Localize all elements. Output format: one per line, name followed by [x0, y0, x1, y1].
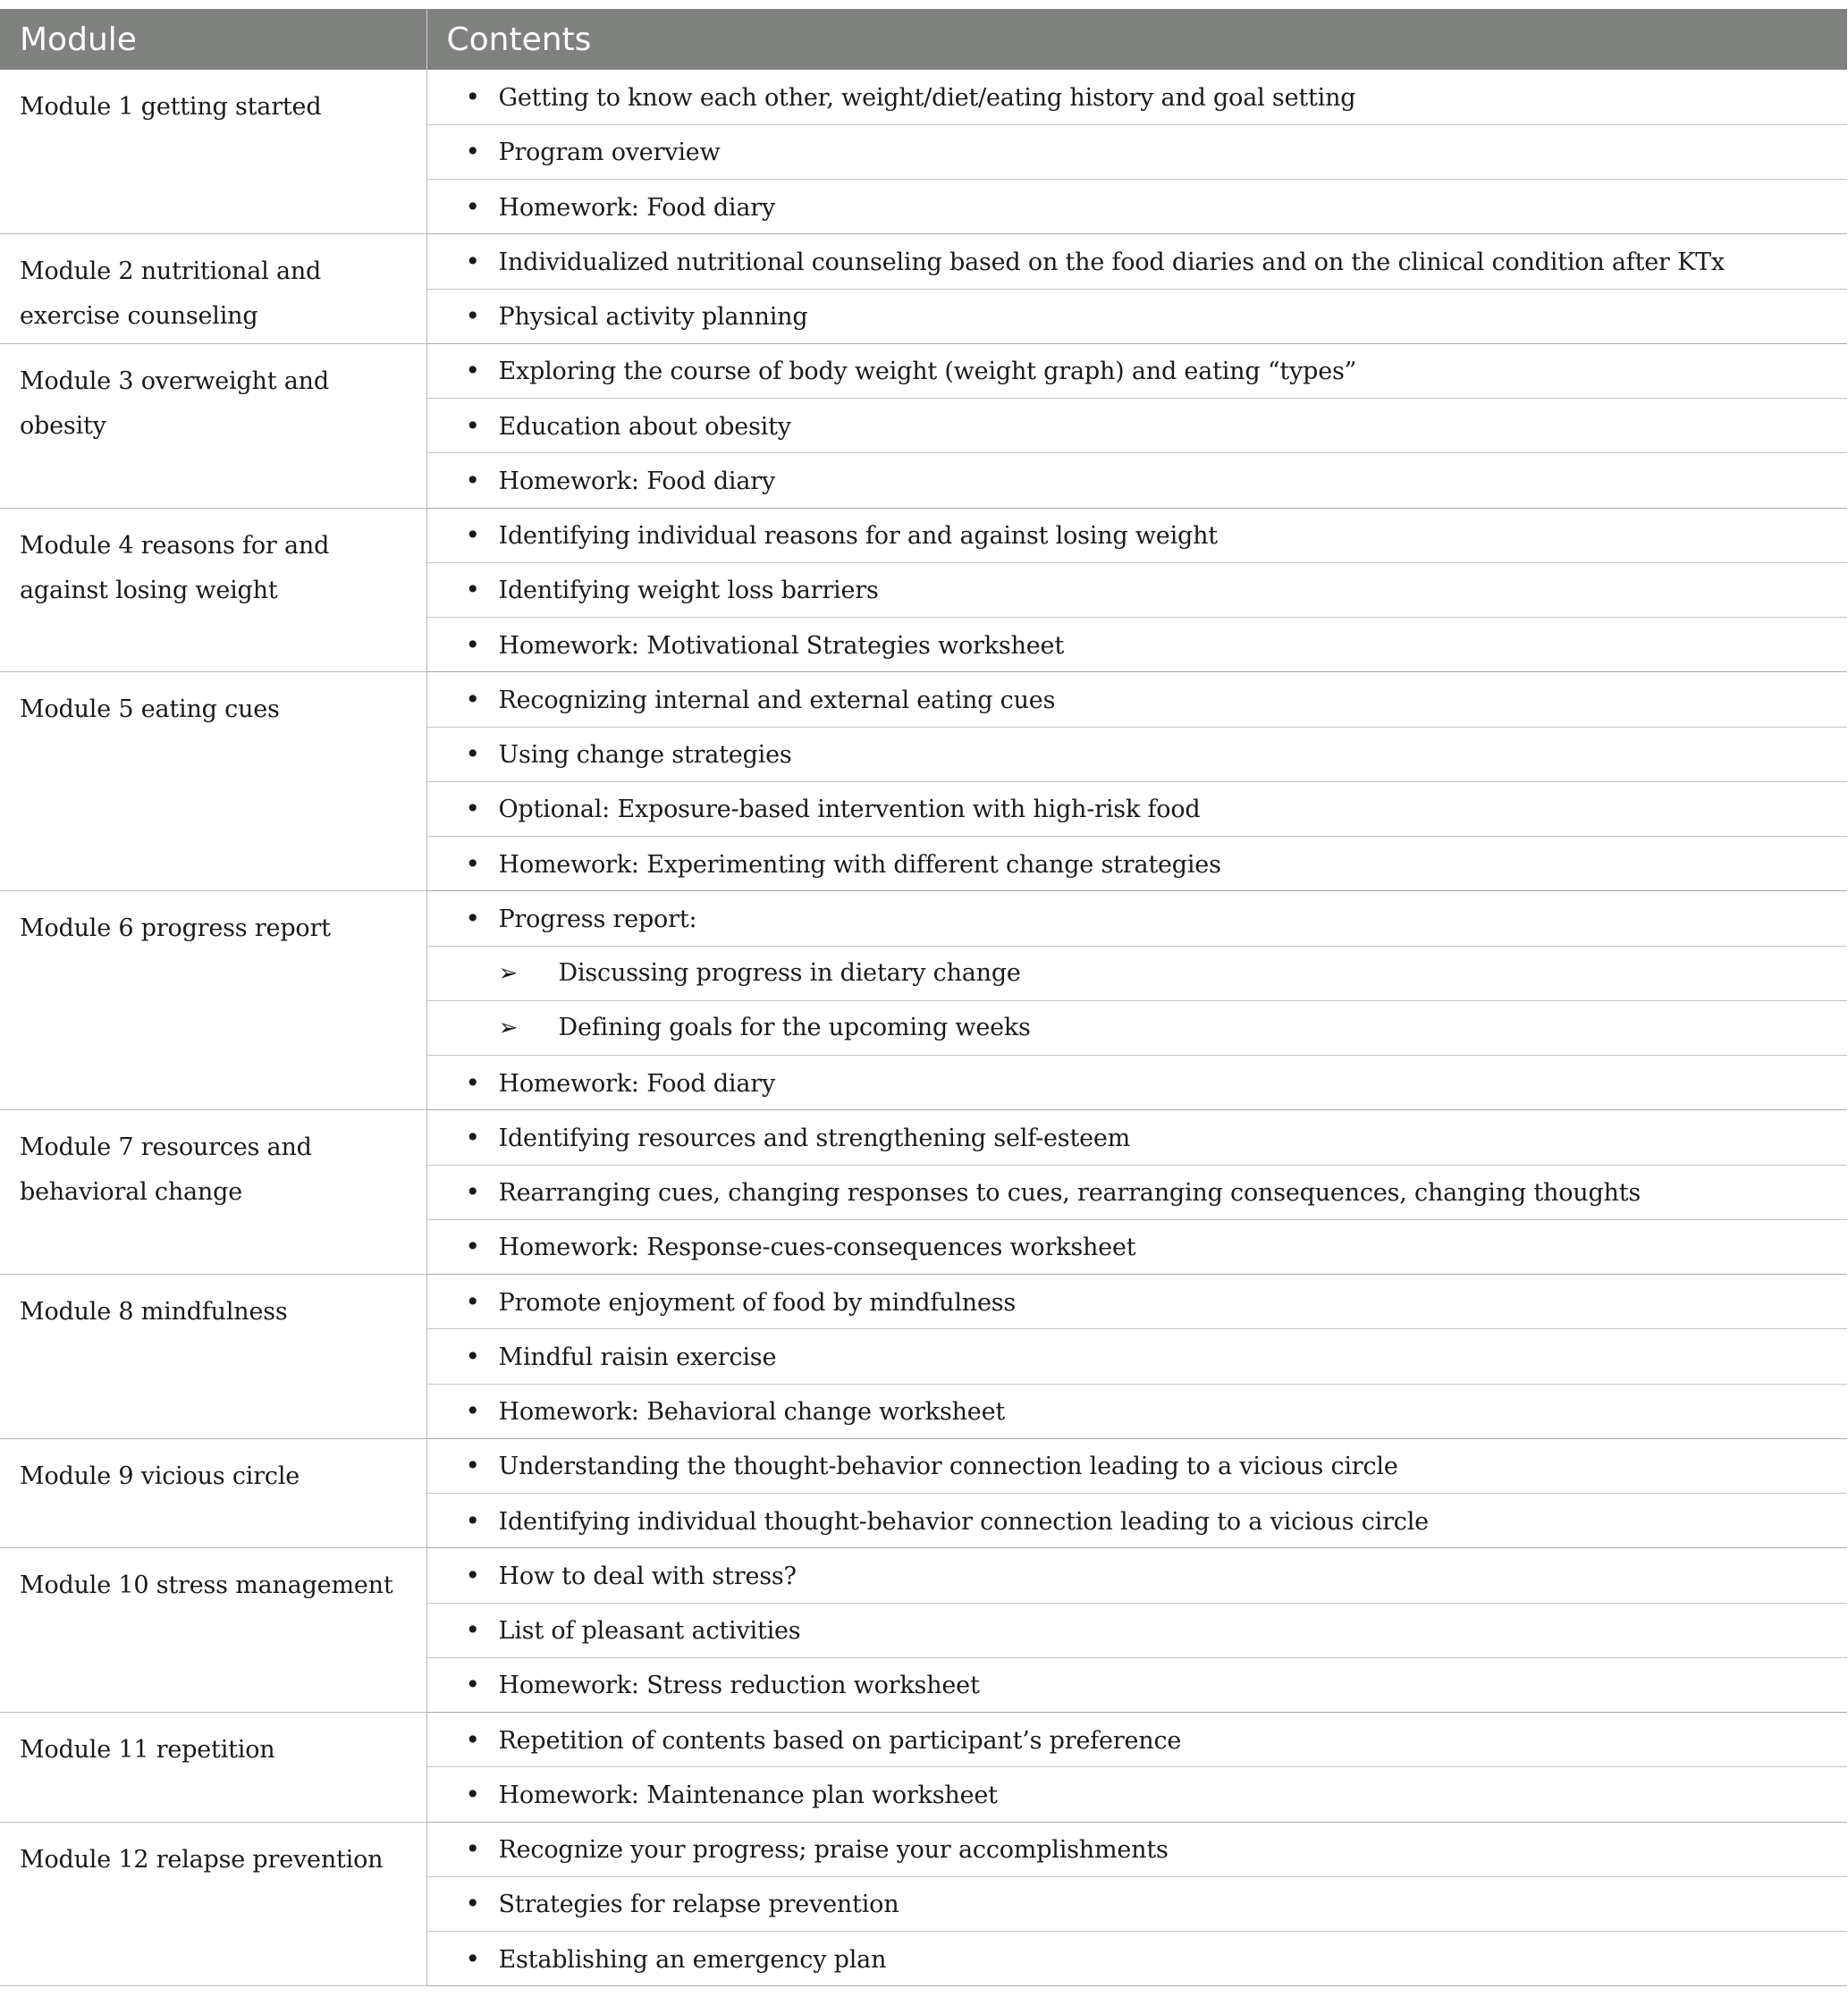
bullet-icon: •: [465, 410, 480, 441]
content-cell: [426, 727, 1847, 781]
content-item-text: Strategies for relapse prevention: [498, 1891, 899, 1919]
content-cell: [426, 1657, 1847, 1712]
table-row: [0, 672, 1847, 727]
content-item-text: Homework: Food diary: [498, 467, 776, 495]
bullet-icon: •: [465, 1724, 480, 1755]
bullet-icon: •: [465, 191, 480, 222]
module-name-cell: Module 12 relapse prevention: [0, 1822, 426, 1986]
module-name-cell: Module 5 eating cues: [0, 672, 426, 891]
table-row: [0, 1822, 1847, 1876]
sub-item-text: Discussing progress in dietary change: [558, 959, 1021, 988]
table-row: [0, 891, 1847, 946]
header-row: [0, 9, 1847, 70]
bullet-icon: •: [465, 1341, 480, 1371]
content-item-text: Homework: Behavioral change worksheet: [498, 1398, 1005, 1427]
column-header-contents: Contents: [426, 9, 1847, 70]
content-cell: [426, 343, 1847, 398]
bullet-icon: •: [465, 1834, 480, 1865]
content-item-text: Exploring the course of body weight (weight graph) and eating “types”: [498, 358, 1357, 386]
bullet-icon: •: [465, 903, 480, 933]
content-item-text: Program overview: [498, 139, 721, 167]
module-name-cell: Module 11 repetition: [0, 1713, 426, 1823]
content-cell: [426, 453, 1847, 508]
module-name-cell: Module 7 resources and behavioral change: [0, 1110, 426, 1275]
content-cell: [426, 781, 1847, 836]
content-cell: [426, 1329, 1847, 1384]
content-item-text: Homework: Food diary: [498, 1069, 776, 1098]
bullet-icon: •: [465, 684, 480, 714]
bullet-icon: •: [465, 1067, 480, 1098]
bullet-icon: •: [465, 1505, 480, 1536]
bullet-icon: •: [465, 1122, 480, 1152]
content-item-text: Recognizing internal and external eating cues: [498, 686, 1056, 714]
content-item-text: Individualized nutritional counseling based on the food diaries and on the clinical condition after KTx: [498, 248, 1725, 276]
content-item-text: Homework: Maintenance plan worksheet: [498, 1781, 998, 1809]
content-item-text: Education about obesity: [498, 412, 791, 441]
bullet-icon: •: [465, 301, 480, 332]
column-header-module: Module: [0, 9, 426, 70]
content-cell: [426, 1110, 1847, 1165]
table-row: [0, 1275, 1847, 1329]
module-name-cell: Module 4 reasons for and against losing weight: [0, 508, 426, 672]
content-item-text: Identifying individual reasons for and against losing weight: [498, 522, 1218, 551]
content-cell: [426, 1767, 1847, 1822]
module-name-cell: Module 9 vicious circle: [0, 1438, 426, 1548]
table-row: [0, 234, 1847, 289]
content-item-text: Identifying individual thought-behavior connection leading to a vicious circle: [498, 1507, 1429, 1536]
bullet-icon: •: [465, 1943, 480, 1974]
content-cell: [426, 1876, 1847, 1931]
content-cell: [426, 837, 1847, 891]
content-item-text: Optional: Exposure-based intervention with high-risk food: [498, 796, 1201, 824]
table-header: [0, 9, 1847, 70]
table-row: [0, 70, 1847, 124]
module-name-cell: Module 2 nutritional and exercise counseling: [0, 234, 426, 344]
module-name-cell: Module 8 mindfulness: [0, 1275, 426, 1439]
content-item-text: Establishing an emergency plan: [498, 1945, 887, 1974]
content-cell: [426, 1548, 1847, 1603]
content-item-text: Identifying weight loss barriers: [498, 577, 879, 605]
bullet-icon: •: [465, 1779, 480, 1809]
bullet-icon: •: [465, 356, 480, 386]
content-cell: [426, 562, 1847, 617]
content-item-text: Using change strategies: [498, 741, 792, 770]
content-item-text: Understanding the thought-behavior connection leading to a vicious circle: [498, 1453, 1398, 1481]
bullet-icon: •: [465, 1451, 480, 1481]
module-name-cell: Module 6 progress report: [0, 891, 426, 1110]
bullet-icon: •: [465, 794, 480, 824]
bullet-icon: •: [465, 739, 480, 770]
content-cell: [426, 1438, 1847, 1493]
sub-item-text: Defining goals for the upcoming weeks: [558, 1014, 1031, 1042]
bullet-icon: •: [465, 246, 480, 276]
bullet-icon: •: [465, 1670, 480, 1700]
content-item-text: How to deal with stress?: [498, 1562, 797, 1590]
content-cell: [426, 1056, 1847, 1110]
content-cell: [426, 1494, 1847, 1548]
content-cell: [426, 672, 1847, 727]
content-cell: [426, 1603, 1847, 1657]
bullet-icon: •: [465, 629, 480, 660]
content-item-text: Homework: Experimenting with different change strategies: [498, 850, 1221, 879]
content-cell: [426, 1932, 1847, 1986]
content-cell: [426, 234, 1847, 289]
content-cell: [426, 70, 1847, 124]
arrow-bullet-icon: ➢: [498, 1015, 519, 1042]
content-cell: [426, 1713, 1847, 1767]
modules-table: [0, 9, 1847, 1986]
content-item-text: Homework: Motivational Strategies worksheet: [498, 631, 1064, 660]
content-item-text: Repetition of contents based on participant’s preference: [498, 1726, 1182, 1755]
content-cell: [426, 1219, 1847, 1274]
content-cell: [426, 124, 1847, 179]
bullet-icon: •: [465, 520, 480, 551]
bullet-icon: •: [465, 137, 480, 167]
content-cell: [426, 1822, 1847, 1876]
content-item-text: Getting to know each other, weight/diet/eating history and goal setting: [498, 83, 1356, 112]
content-item-text: List of pleasant activities: [498, 1617, 801, 1646]
content-item-text: Promote enjoyment of food by mindfulness: [498, 1288, 1017, 1317]
bullet-icon: •: [465, 575, 480, 605]
bullet-icon: •: [465, 465, 480, 495]
content-item-text: Rearranging cues, changing responses to cues, rearranging consequences, changing thoughts: [498, 1179, 1641, 1208]
bullet-icon: •: [465, 848, 480, 879]
content-cell: [426, 1000, 1847, 1055]
content-cell: [426, 399, 1847, 453]
bullet-icon: •: [465, 1889, 480, 1919]
content-item-text: Homework: Food diary: [498, 193, 776, 222]
table-row: [0, 1548, 1847, 1603]
bullet-icon: •: [465, 1560, 480, 1590]
table-row: [0, 1110, 1847, 1165]
arrow-bullet-icon: ➢: [498, 960, 519, 988]
bullet-icon: •: [465, 1232, 480, 1262]
content-item-text: Identifying resources and strengthening self-esteem: [498, 1124, 1131, 1152]
content-cell: [426, 1275, 1847, 1329]
bullet-icon: •: [465, 81, 480, 112]
table-body: [0, 70, 1847, 1986]
content-item-text: Recognize your progress; praise your accomplishments: [498, 1836, 1169, 1865]
content-cell: [426, 1384, 1847, 1438]
content-cell: [426, 1165, 1847, 1219]
content-item-text: Progress report:: [498, 905, 697, 933]
bullet-icon: •: [465, 1615, 480, 1646]
module-name-cell: Module 10 stress management: [0, 1548, 426, 1713]
table-row: [0, 508, 1847, 562]
table-row: [0, 1438, 1847, 1493]
bullet-icon: •: [465, 1177, 480, 1208]
content-item-text: Physical activity planning: [498, 303, 808, 332]
content-cell: [426, 289, 1847, 343]
table-row: [0, 1713, 1847, 1767]
content-item-text: Homework: Stress reduction worksheet: [498, 1672, 980, 1700]
module-name-cell: Module 1 getting started: [0, 70, 426, 234]
content-cell: [426, 508, 1847, 562]
bullet-icon: •: [465, 1396, 480, 1427]
content-cell: [426, 946, 1847, 1000]
content-item-text: Mindful raisin exercise: [498, 1343, 777, 1371]
table-row: [0, 343, 1847, 398]
content-item-text: Homework: Response-cues-consequences worksheet: [498, 1234, 1136, 1262]
content-cell: [426, 180, 1847, 234]
content-cell: [426, 891, 1847, 946]
module-name-cell: Module 3 overweight and obesity: [0, 343, 426, 508]
content-cell: [426, 618, 1847, 672]
bullet-icon: •: [465, 1286, 480, 1317]
